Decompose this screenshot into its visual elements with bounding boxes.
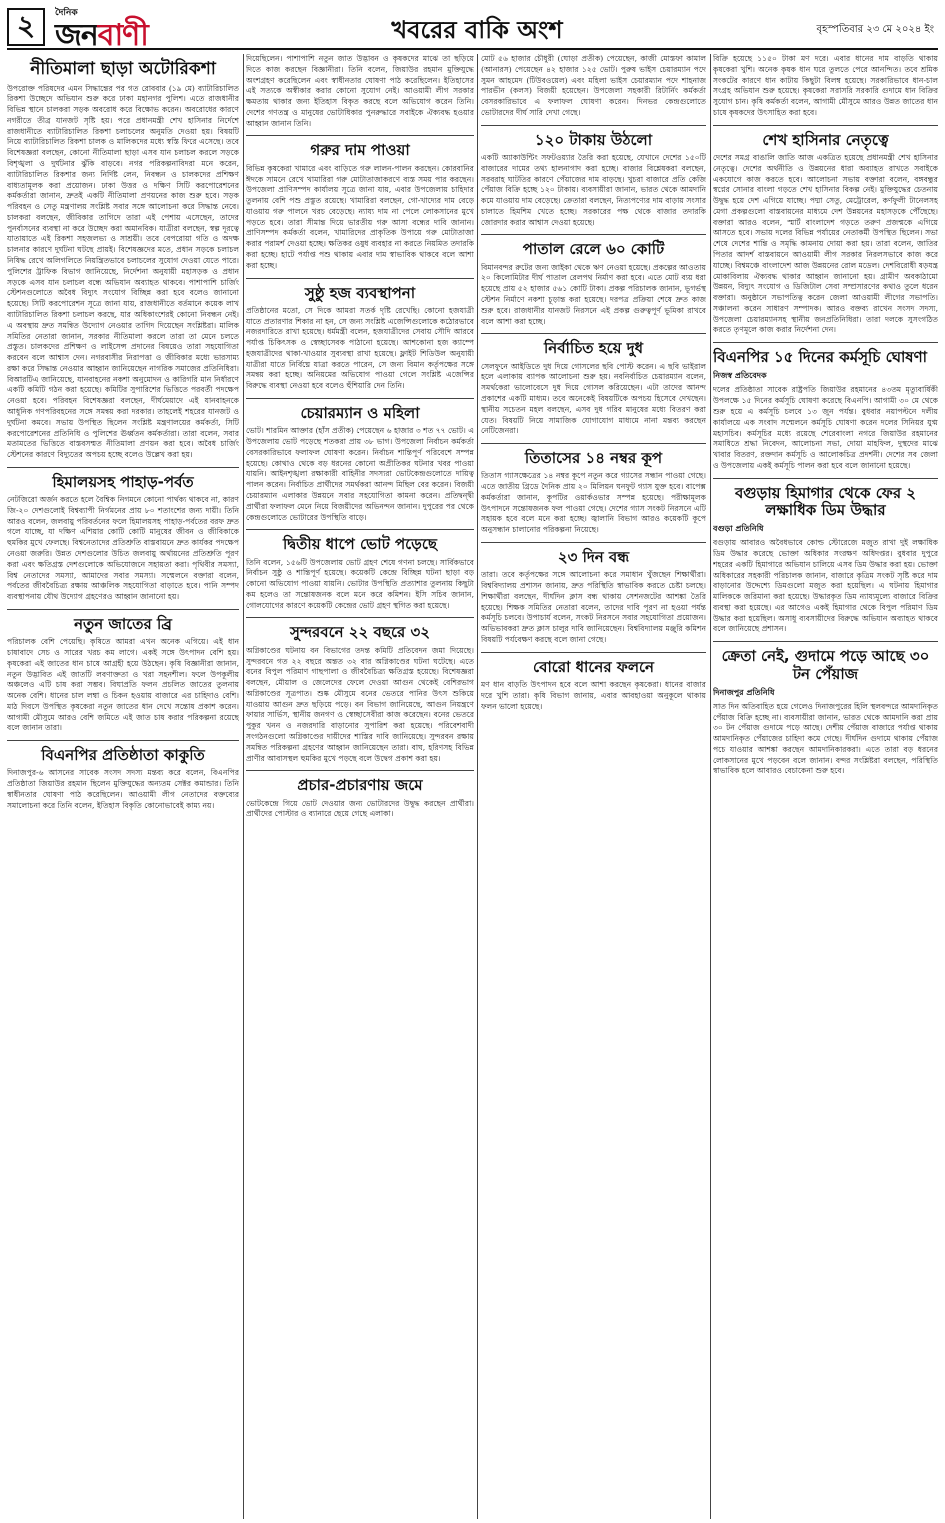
logo-part-1: জন [55,18,98,53]
columns-area [7,54,938,1519]
news-story [7,474,239,603]
story-byline: দিনাজপুর প্রতিনিধি [713,687,775,697]
story-headline: নতুন জাতের ব্রি [74,614,172,633]
story-headline: দ্বিতীয় ধাপে ভোট পড়েছে [282,535,438,554]
story-body: বিক্রি হয়েছে ১১৫০ টাকা মণ দরে। এবার ধানের দাম বাড়তি থাকায় কৃষকেরা খুশি। অনেক কৃষক ধান ঘরে তুলতে পেরে আনন্দিত। তবে শ্রমিক সংকটের কারণে ধান কাটায় কিছুটা বিলম্ব হয়েছে। সরকারিভাবে ধান-চাল সংগ্রহ অভিযান শুরু হয়েছে। কৃষকেরা সরাসরি সরকারি গুদামে ধান বিক্রির সুযোগ চান। কৃষি কর্মকর্তা বলেন, আগামী মৌসুমে আরও উন্নত জাতের ধান চাষে কৃষকদের উৎসাহিত করা হবে। [713,54,938,117]
page-number: ২ [7,8,45,46]
story-body: ভোট। শারমিন আক্তার (হাঁস প্রতীক) পেয়েছেন ৬ হাজার ৩ শত ৭৭ ভোট। এ উপজেলায় ভোট পড়েছে শতকরা প্রায় ৩৮ ভাগ। উপজেলা নির্বাচন কর্মকর্তা বেসরকারিভাবে ফলাফল ঘোষণা করেন। নির্বাচন শান্তিপূর্ণ পরিবেশে সম্পন্ন হয়েছে। কোথাও থেকে বড় ধরনের কোনো অপ্রীতিকর ঘটনার খবর পাওয়া যায়নি। আইনশৃঙ্খলা রক্ষাকারী বাহিনীর সদস্যরা ভোটকেন্দ্রগুলোতে দায়িত্ব পালন করেন। নির্বাচিত প্রার্থীদের সমর্থকরা আনন্দ মিছিল বের করেন। বিজয়ী চেয়ারম্যান এলাকার উন্নয়নে সবার সহযোগিতা কামনা করেন। প্রতিদ্বন্দ্বী প্রার্থীরা ফলাফল মেনে নিয়ে বিজয়ীদের অভিনন্দন জানান। দুপুরের পর থেকে কেন্দ্রগুলোতে ভোটারের উপস্থিতি বাড়ে। [246,426,474,522]
news-story [246,624,474,764]
story-headline: বিএনপির ১৫ দিনের কর্মসূচি ঘোষণা [713,348,927,367]
column-3 [481,54,706,1519]
news-story [481,54,706,119]
story-headline: বিএনপির প্রতিষ্ঠাতা কাকুতি [41,746,205,765]
column-divider [477,54,478,1519]
story-divider [713,342,938,343]
story-divider [713,478,938,479]
story-divider [246,529,474,530]
news-story [713,132,938,337]
story-body: বিমানবন্দর রুটের জন্য জাইকা থেকে ঋণ নেওয়া হয়েছে। প্রকল্পের আওতায় ২০ কিলোমিটার দীর্ঘ পাতাল রেলপথ নির্মাণ করা হবে। এতে মোট ব্যয় ধরা হয়েছে প্রায় ৫২ হাজার ৫৬১ কোটি টাকা। প্রকল্প পরিচালক জানান, ভূগর্ভস্থ স্টেশন নির্মাণে নকশা চূড়ান্ত করা হয়েছে। দরপত্র প্রক্রিয়া শেষে দ্রুত কাজ শুরু হবে। রাজধানীর যানজট নিরসনে এই প্রকল্প গুরুত্বপূর্ণ ভূমিকা রাখবে বলে আশা করা হচ্ছে। [481,262,706,326]
column-1 [7,54,239,1519]
story-byline: নিজস্ব প্রতিবেদক [713,371,767,381]
story-body: বগুড়ায় আবারও অবৈধভাবে কোল্ড স্টোরেজে মজুত রাখা দুই লক্ষাধিক ডিম উদ্ধার করেছে ভোক্তা অধিকার সংরক্ষণ অধিদপ্তর। বুধবার দুপুরে শহরের একটি হিমাগারে অভিযান চালিয়ে এসব ডিম উদ্ধার করা হয়। ভোক্তা অধিকারের সহকারী পরিচালক জানান, বাজারে কৃত্রিম সংকট সৃষ্টি করে দাম বাড়ানোর উদ্দেশ্যে ডিমগুলো মজুত করা হয়েছিল। এ ঘটনায় হিমাগার মালিককে জরিমানা করা হয়েছে। উদ্ধারকৃত ডিম ন্যায্যমূল্যে বাজারে বিক্রির ব্যবস্থা করা হয়েছে। এর আগেও একই হিমাগার থেকে বিপুল পরিমাণ ডিম উদ্ধার করা হয়েছিল। অসাধু ব্যবসায়ীদের বিরুদ্ধে অভিযান অব্যাহত থাকবে বলে জানিয়েছে প্রশাসন। [713,538,938,634]
story-divider [246,135,474,136]
news-story [481,340,706,437]
news-story [246,536,474,611]
column-divider [710,54,711,1519]
story-headline: প্রচার-প্রচারণায় জমে [297,776,423,795]
news-story [246,142,474,271]
story-divider [481,652,706,653]
story-body: মণ ধান বাড়তি উৎপাদন হবে বলে আশা করছেন কৃষকেরা। ধানের বাজার দরে খুশি তারা। কৃষি বিভাগ জানায়, এবার আবহাওয়া অনুকূলে থাকায় ফলন ভালো হয়েছে। [481,679,706,711]
story-body: মোট ৫৬ হাজার চৌধুরী (ঘোড়া প্রতীক) পেয়েছেন, কাজী মোস্তফা কামাল (আনারস) পেয়েছেন ৪২ হাজার ১২৫ ভোট। পুরুষ ভাইস চেয়ারম্যান পদে সুমন আহমেদ (টিউবওয়েল) এবং মহিলা ভাইস চেয়ারম্যান পদে শাহনাজ পারভীন (কলস) বিজয়ী হয়েছেন। উপজেলা সহকারী রিটার্নিং কর্মকর্তা বেসরকারিভাবে এ ফলাফল ঘোষণা করেন। দিনভর কেন্দ্রগুলোতে ভোটারদের দীর্ঘ সারি দেখা গেছে। [481,54,706,117]
story-body: দেশের সমগ্র বাঙালি জাতি আজ একত্রিত হয়েছে প্রধানমন্ত্রী শেখ হাসিনার নেতৃত্বে। দেশের অর্থনীতি ও উন্নয়নের ধারা অব্যাহত রাখতে সবাইকে একযোগে কাজ করতে হবে। আলোচনা সভায় বক্তারা বলেন, বঙ্গবন্ধুর স্বপ্নের সোনার বাংলা গড়তে শেখ হাসিনার বিকল্প নেই। মুক্তিযুদ্ধের চেতনায় উদ্বুদ্ধ হয়ে দেশ এগিয়ে যাচ্ছে। পদ্মা সেতু, মেট্রোরেল, কর্ণফুলী টানেলসহ মেগা প্রকল্পগুলো বাস্তবায়নের মাধ্যমে দেশ উন্নয়নের মহাসড়কে পৌঁছেছে। বক্তারা আরও বলেন, স্মার্ট বাংলাদেশ গড়তে তরুণ প্রজন্মকে এগিয়ে আসতে হবে। সভায় দলের বিভিন্ন পর্যায়ের নেতাকর্মী উপস্থিত ছিলেন। সভা শেষে দেশের শান্তি ও সমৃদ্ধি কামনায় দোয়া করা হয়। তারা বলেন, জাতির পিতার আদর্শ বাস্তবায়নে আওয়ামী লীগ সরকার নিরলসভাবে কাজ করে যাচ্ছে। বিশ্বমঞ্চে বাংলাদেশ আজ উন্নয়নের রোল মডেল। দেশবিরোধী ষড়যন্ত্র মোকাবিলায় ঐক্যবদ্ধ থাকার আহ্বান জানানো হয়। গ্রামীণ অবকাঠামো উন্নয়ন, বিদ্যুৎ সংযোগ ও ডিজিটাল সেবা সম্প্রসারণের কথাও তুলে ধরেন বক্তারা। অনুষ্ঠানে সভাপতিত্ব করেন জেলা আওয়ামী লীগের সভাপতি। সঞ্চালনা করেন সাধারণ সম্পাদক। আরও বক্তব্য রাখেন সংসদ সদস্য, উপজেলা চেয়ারম্যানসহ স্থানীয় জনপ্রতিনিধিরা। তারা দলকে সুসংগঠিত করতে তৃণমূলে কাজ করার নির্দেশনা দেন। [713,152,938,335]
story-divider [246,398,474,399]
story-headline: ২৩ দিন বন্ধ [557,548,630,566]
story-divider [481,542,706,543]
section-title: খবরের বাকি অংশ [391,16,563,44]
logo-part-2: বাণী [97,18,148,53]
story-divider [7,467,239,468]
news-story [713,485,938,636]
story-headline: সুন্দরবনে ২২ বছরে ৩২ [290,623,430,642]
story-body: দিনাজপুর-৬ আসনের সাবেক সংসদ সদস্য মন্তব্য করে বলেন, বিএনপির প্রতিষ্ঠাতা জিয়াউর রহমান ছিলেন মুক্তিযুদ্ধের অন্যতম সেক্টর কমান্ডার। তিনি স্বাধীনতার ঘোষণা পাঠ করেছিলেন। আওয়ামী লীগ নেতাদের বক্তব্যের সমালোচনা করে তিনি বলেন, ইতিহাস বিকৃতি কোনোভাবেই কাম্য নয়। [7,768,239,810]
story-body: পরিচালক বেশি পেয়েছি। কৃষিতে আমরা এখন অনেক এগিয়ে। এই ধান চাষাবাদে সেচ ও সারের খরচ কম লাগে। একই সঙ্গে উৎপাদন বেশি হয়। কৃষকেরা এই জাতের ধান চাষে আগ্রহী হয়ে উঠছেন। কৃষি বিজ্ঞানীরা জানান, নতুন উদ্ভাবিত এই জাতটি লবণাক্ততা ও খরা সহনশীল। ফলে উপকূলীয় অঞ্চলেও এটি চাষ করা সম্ভব। বিঘাপ্রতি ফলন প্রচলিত জাতের তুলনায় অনেক বেশি। ধানের চাল লম্বা ও চিকন হওয়ায় বাজারে এর চাহিদাও বেশি। মাঠ দিবসে উপস্থিত কৃষকেরা নতুন জাতের ধান দেখে সন্তোষ প্রকাশ করেন। আগামী মৌসুমে আরও বেশি জমিতে এই জাত চাষ করার পরিকল্পনা রয়েছে বলে জানান তারা। [7,637,239,733]
story-headline: নির্বাচিত হয়ে দুধ [543,339,644,358]
story-headline: হিমালয়সহ পাহাড়-পর্বত [52,472,194,491]
logo-prefix: দৈনিক [55,8,78,18]
story-divider [7,740,239,741]
news-story [246,405,474,523]
story-body: বিভিন্ন কৃষকেরা খামারে এবং বাড়িতে গরু লালন-পালন করছেন। কোরবানির ঈদকে সামনে রেখে খামারিরা গরু মোটাতাজাকরণে ব্যস্ত সময় পার করছেন। উপজেলা প্রাণিসম্পদ কার্যালয় সূত্রে জানা যায়, এবার উপজেলায় চাহিদার তুলনায় বেশি পশু প্রস্তুত রয়েছে। খামারিরা বলছেন, গো-খাদ্যের দাম বেড়ে যাওয়ায় গরু পালনে খরচ বেড়েছে। ন্যায্য দাম না পেলে লোকসানের মুখে পড়তে হবে। তারা সীমান্ত দিয়ে ভারতীয় গরু আসা বন্ধের দাবি জানান। প্রাণিসম্পদ কর্মকর্তা বলেন, খামারিদের প্রাকৃতিক উপায়ে গরু মোটাতাজা করার পরামর্শ দেওয়া হচ্ছে। ক্ষতিকর ওষুধ ব্যবহার না করতে নিয়মিত তদারকি করা হচ্ছে। হাটে পর্যাপ্ত পশু থাকায় এবার দাম স্বাভাবিক থাকবে বলে আশা করা হচ্ছে। [246,163,474,270]
story-divider [481,234,706,235]
story-divider [246,278,474,279]
story-body: সেলফুনে আইডিতে দুধ দিয়ে গোসলের ছবি পোস্ট করেন। এ ছবি ভাইরাল হলে এলাকায় ব্যাপক আলোচনা শুরু হয়। নবনির্বাচিত চেয়ারম্যান বলেন, সমর্থকেরা ভালোবেসে দুধ দিয়ে গোসল করিয়েছেন। এটা তাদের আনন্দ প্রকাশের একটি মাধ্যম। তবে অনেকেই বিষয়টিকে অপচয় হিসেবে দেখছেন। স্থানীয় সচেতন মহল বলছেন, এসব দুধ গরিব মানুষের মধ্যে বিতরণ করা যেত। বিষয়টি নিয়ে সামাজিক যোগাযোগ মাধ্যমে নানা মন্তব্য করছেন নেটিজেনরা। [481,361,706,436]
story-body: প্রতিষ্ঠানের মতো, সে দিকে আমরা সতর্ক দৃষ্টি রেখেছি। কোনো হজযাত্রী যাতে প্রতারণার শিকার না হন, সে জন্য সংশ্লিষ্ট এজেন্সিগুলোকে কঠোরভাবে নজরদারিতে রাখা হয়েছে। ধর্মমন্ত্রী বলেন, হজযাত্রীদের সেবায় সৌদি আরবে পর্যাপ্ত চিকিৎসক ও স্বেচ্ছাসেবক পাঠানো হয়েছে। আশকোনা হজ ক্যাম্পে হজযাত্রীদের থাকা-খাওয়ার সুব্যবস্থা রাখা হয়েছে। ফ্লাইট শিডিউল অনুযায়ী যাত্রীরা যাতে নির্বিঘ্নে যাত্রা করতে পারেন, সে জন্য বিমান কর্তৃপক্ষের সঙ্গে সমন্বয় করা হচ্ছে। অনিয়মের অভিযোগ পাওয়া গেলে সংশ্লিষ্ট এজেন্সির বিরুদ্ধে ব্যবস্থা নেওয়া হবে বলেও হুঁশিয়ারি দেন তিনি। [246,305,474,391]
story-body: তারা। তবে কর্তৃপক্ষের সঙ্গে আলোচনা করে সমাধান খুঁজছেন শিক্ষার্থীরা। বিশ্ববিদ্যালয় প্রশাসন জানায়, দ্রুত পরিস্থিতি স্বাভাবিক করতে চেষ্টা চলছে। শিক্ষার্থীরা বলছেন, দীর্ঘদিন ক্লাস বন্ধ থাকায় সেশনজটের আশঙ্কা তৈরি হয়েছে। শিক্ষক সমিতির নেতারা বলেন, তাদের দাবি পূরণ না হওয়া পর্যন্ত কর্মসূচি চলবে। উপাচার্য বলেন, সংকট নিরসনে সবার সহযোগিতা প্রয়োজন। অভিভাবকরা দ্রুত ক্লাস চালুর দাবি জানিয়েছেন। বিশ্ববিদ্যালয় মঞ্জুরি কমিশন বিষয়টি পর্যবেক্ষণ করছে বলে জানা গেছে। [481,570,706,644]
news-story [7,747,239,811]
news-story [481,549,706,646]
news-story [481,241,706,327]
news-story [246,777,474,820]
story-headline: বোরো ধানের ফলনে [533,657,654,676]
story-divider [713,641,938,642]
story-headline: শেখ হাসিনার নেতৃত্বে [762,130,889,149]
column-divider [243,54,244,1519]
column-2 [246,54,474,1519]
story-body: তিনি বলেন, ১৫৬টি উপজেলায় ভোট গ্রহণ শেষে গণনা চলছে। সার্বিকভাবে নির্বাচন সুষ্ঠু ও শান্তিপূর্ণ হয়েছে। কয়েকটি কেন্দ্রে বিচ্ছিন্ন ঘটনা ছাড়া বড় কোনো অভিযোগ পাওয়া যায়নি। ভোটার উপস্থিতি প্রত্যাশার তুলনায় কিছুটা কম হলেও তা সন্তোষজনক বলে মনে করে কমিশন। ইসি সচিব জানান, গোলযোগের কারণে কয়েকটি কেন্দ্রের ভোট গ্রহণ স্থগিত করা হয়েছে। [246,557,474,610]
story-headline: ১২০ টাকায় উঠলো [534,130,653,149]
story-headline: চেয়ারম্যান ও মহিলা [300,404,420,423]
story-divider [481,125,706,126]
story-headline: তিতাসের ১৪ নম্বর কূপ [524,449,663,468]
story-headline: সুষ্ঠু হজ ব্যবস্থাপনা [304,283,416,302]
story-byline: বগুড়া প্রতিনিধি [713,524,764,534]
column-4 [713,54,938,1519]
story-divider [7,609,239,610]
story-divider [246,770,474,771]
news-story [713,648,938,777]
story-divider [246,617,474,618]
story-body: তিতাস গ্যাসক্ষেত্রের ১৪ নম্বর কূপে নতুন করে গ্যাসের সন্ধান পাওয়া গেছে। এতে জাতীয় গ্রিডে দৈনিক প্রায় ২০ মিলিয়ন ঘনফুট গ্যাস যুক্ত হবে। বাপেক্স কর্মকর্তারা জানান, কূপটির ওয়ার্কওভার সম্পন্ন হয়েছে। পরীক্ষামূলক উৎপাদনে সন্তোষজনক ফল পাওয়া গেছে। দেশের গ্যাস সংকট নিরসনে এটি সহায়ক হবে বলে মনে করা হচ্ছে। জ্বালানি বিভাগ আরও কয়েকটি কূপে অনুসন্ধান চালানোর পরিকল্পনা নিয়েছে। [481,471,706,535]
story-body: উপরোক্ত পরিষদের এমন সিদ্ধান্তের পর গত রোববার (১৯ মে) ব্যাটারিচালিত রিকশা উচ্ছেদে অভিযান শুরু করে ঢাকা মহানগর পুলিশ। এতে রাজধানীর বিভিন্ন স্থানে চালকরা সড়ক অবরোধ করে বিক্ষোভ করেন। অবরোধের কারণে নগরীতে তীব্র যানজট সৃষ্টি হয়। পরে প্রধানমন্ত্রী শেখ হাসিনার নির্দেশে রাজধানীতে ব্যাটারিচালিত রিকশা চলাচলের অনুমতি দেওয়া হয়। বিষয়টি নিয়ে ব্যাটারিচালিত রিকশা চালক ও মালিকদের মধ্যে স্বস্তি ফিরে এসেছে। তবে বিশেষজ্ঞরা বলছেন, কোনো নীতিমালা ছাড়া এসব যান চলাচল করলে সড়কে বিশৃঙ্খলা ও দুর্ঘটনার ঝুঁকি বাড়বে। নগর পরিকল্পনাবিদরা মনে করেন, ব্যাটারিচালিত রিকশার জন্য নির্দিষ্ট লেন, নিবন্ধন ও চালকদের প্রশিক্ষণ বাধ্যতামূলক করা প্রয়োজন। ঢাকা উত্তর ও দক্ষিণ সিটি করপোরেশনের কর্মকর্তারা জানান, দ্রুতই একটি নীতিমালা প্রণয়নের কাজ শুরু হবে। সড়ক পরিবহন ও সেতু মন্ত্রণালয় সংশ্লিষ্ট সবার সঙ্গে আলোচনা করে সিদ্ধান্ত নেবে। চালকরা বলছেন, জীবিকার তাগিদে তারা এই পেশায় এসেছেন, তাদের পুনর্বাসনের ব্যবস্থা না করে উচ্ছেদ করা অমানবিক। যাত্রীরা বলছেন, স্বল্প দূরত্বে যাতায়াতে এই রিকশা সহজলভ্য ও সাশ্রয়ী। তবে বেপরোয়া গতি ও অদক্ষ চালনার কারণে দুর্ঘটনা ঘটছে প্রায়ই। বিশেষজ্ঞদের মতে, প্রধান সড়কে চলাচল নিষিদ্ধ রেখে অলিগলিতে নিয়ন্ত্রিতভাবে চলাচলের সুযোগ দেওয়া যেতে পারে। পুলিশের ট্রাফিক বিভাগ জানিয়েছে, নির্দেশনা অনুযায়ী মহাসড়ক ও প্রধান সড়কে এসব যান চলাচল বন্ধে অভিযান অব্যাহত থাকবে। পাশাপাশি চার্জিং স্টেশনগুলোতে অবৈধ বিদ্যুৎ সংযোগ বিচ্ছিন্ন করা হবে বলেও জানানো হয়েছে। সিটি করপোরেশন সূত্রে জানা যায়, রাজধানীতে বর্তমানে কয়েক লাখ ব্যাটারিচালিত রিকশা চলাচল করছে, যার অধিকাংশেরই কোনো নিবন্ধন নেই। এ অবস্থায় দ্রুত সমন্বিত উদ্যোগ নেওয়ার তাগিদ দিয়েছেন সংশ্লিষ্টরা। মালিক সমিতির নেতারা জানান, সরকার নীতিমালা করলে তারা তা মেনে চলতে প্রস্তুত। চালকদের প্রশিক্ষণ ও লাইসেন্স প্রদানের বিষয়েও তারা সহযোগিতা করবেন বলে আশ্বাস দেন। নগরবাসীর নিরাপত্তা ও জীবিকার মধ্যে ভারসাম্য রক্ষা করে সিদ্ধান্ত নেওয়ার আহ্বান জানিয়েছেন নাগরিক সমাজের প্রতিনিধিরা। বিআরটিএ জানিয়েছে, যানবাহনের নকশা অনুমোদন ও কারিগরি মান নির্ধারণে একটি কমিটি গঠন করা হয়েছে। কমিটির সুপারিশের ভিত্তিতে পরবর্তী পদক্ষেপ নেওয়া হবে। পরিবহন বিশেষজ্ঞরা বলছেন, দীর্ঘমেয়াদে এই যানবাহনকে আধুনিক গণপরিবহনের সঙ্গে সমন্বয় করা দরকার। তাহলেই শহরের যানজট ও দুর্ঘটনা কমবে। সভায় উপস্থিত ছিলেন সংশ্লিষ্ট মন্ত্রণালয়ের কর্মকর্তা, সিটি করপোরেশনের প্রতিনিধি ও পুলিশের ঊর্ধ্বতন কর্মকর্তারা। তারা বলেন, সবার মতামতের ভিত্তিতে বাস্তবসম্মত নীতিমালা প্রণয়ন করা হবে। অবৈধ চার্জিং স্টেশনের কারণে বিদ্যুতের অপচয় হচ্ছে বলেও উল্লেখ করা হয়। [7,83,239,460]
story-divider [713,125,938,126]
story-body: দিয়েছিলেন। পাশাপাশি নতুন জাত উদ্ভাবন ও কৃষকদের মাঝে তা ছড়িয়ে দিতে কাজ করছেন বিজ্ঞানীরা। তিনি বলেন, জিয়াউর রহমান মুক্তিযুদ্ধে অংশগ্রহণ করেছিলেন এবং স্বাধীনতার ঘোষণা পাঠ করেছিলেন। ইতিহাসের এই সত্যকে অস্বীকার করার কোনো সুযোগ নেই। আওয়ামী লীগ সরকার ক্ষমতায় থাকার জন্য ইতিহাস বিকৃত করছে বলে অভিযোগ করেন তিনি। দেশের গণতন্ত্র ও মানুষের ভোটাধিকার পুনরুদ্ধারে সবাইকে ঐক্যবদ্ধ হওয়ার আহ্বান জানান তিনি। [246,54,474,128]
news-story [713,54,938,119]
news-story [481,132,706,229]
news-story [246,54,474,129]
story-headline: বগুড়ায় হিমাগার থেকে ফের ২ লক্ষাধিক ডিম উদ্ধার [734,483,917,519]
news-story [713,349,938,472]
newspaper-logo [55,7,245,53]
issue-date: বৃহস্পতিবার ২৩ মে ২০২৪ ইং [816,24,934,35]
news-story [7,60,239,461]
story-headline: পাতাল রেলে ৬০ কোটি [522,240,665,259]
story-divider [481,333,706,334]
story-headline: গরুর দাম পাওয়া [310,141,410,160]
story-headline: ক্রেতা নেই, গুদামে পড়ে আছে ৩০ টন পেঁয়াজ [721,647,930,683]
story-body: একটি অ্যাকাউন্টিং সফটওয়্যার তৈরি করা হয়েছে, যেখানে দেশের ১৫০টি বাজারের দামের তথ্য হালনাগাদ করা হচ্ছে। বাজার বিশ্লেষকরা বলছেন, সরবরাহ ঘাটতির কারণে পেঁয়াজের দাম বাড়ছে। খুচরা বাজারে প্রতি কেজি পেঁয়াজ বিক্রি হচ্ছে ১২০ টাকায়। ব্যবসায়ীরা জানান, ভারত থেকে আমদানি কমে যাওয়ায় দাম বেড়েছে। ক্রেতারা বলছেন, নিত্যপণ্যের দাম বাড়ায় সংসার চালাতে হিমশিম খেতে হচ্ছে। সরকারের পক্ষ থেকে বাজার তদারকি জোরদার করার আশ্বাস দেওয়া হয়েছে। [481,152,706,227]
news-story [481,450,706,536]
story-headline: নীতিমালা ছাড়া অটোরিকশা [30,59,216,79]
news-story [481,659,706,713]
story-body: অগ্নিকাণ্ডের ঘটনায় বন বিভাগের তদন্ত কমিটি প্রতিবেদন জমা দিয়েছে। সুন্দরবনে গত ২২ বছরে অন্তত ৩২ বার অগ্নিকাণ্ডের ঘটনা ঘটেছে। এতে বনের বিপুল পরিমাণ গাছপালা ও জীববৈচিত্র্য ক্ষতিগ্রস্ত হয়েছে। বিশেষজ্ঞরা বলছেন, মৌয়াল ও জেলেদের ফেলে দেওয়া আগুন থেকেই বেশিরভাগ অগ্নিকাণ্ডের সূত্রপাত। শুষ্ক মৌসুমে বনের ভেতরে পানির উৎস শুকিয়ে যাওয়ায় আগুন দ্রুত ছড়িয়ে পড়ে। বন বিভাগ জানিয়েছে, আগুন নিয়ন্ত্রণে ফায়ার সার্ভিস, স্থানীয় জনগণ ও স্বেচ্ছাসেবীরা কাজ করেছেন। বনের ভেতরে পুকুর খনন ও নজরদারি বাড়ানোর সুপারিশ করা হয়েছে। পরিবেশবাদী সংগঠনগুলো অগ্নিকাণ্ডের দায়ীদের শাস্তির দাবি জানিয়েছে। সুন্দরবন রক্ষায় সমন্বিত পরিকল্পনা গ্রহণের আহ্বান জানিয়েছেন তারা। বাঘ, হরিণসহ বিভিন্ন প্রাণীর আবাসস্থল হুমকির মুখে পড়ছে বলে উদ্বেগ প্রকাশ করা হয়। [246,645,474,763]
news-story [7,616,239,734]
masthead [7,6,938,53]
story-body: সাত দিন অতিবাহিত হয়ে গেলেও দিনাজপুরের হিলি স্থলবন্দরে আমদানিকৃত পেঁয়াজ বিক্রি হচ্ছে না। ব্যবসায়ীরা জানান, ভারত থেকে আমদানি করা প্রায় ৩০ টন পেঁয়াজ গুদামে পড়ে আছে। দেশীয় পেঁয়াজ বাজারে পর্যাপ্ত থাকায় আমদানিকৃত পেঁয়াজের চাহিদা কমে গেছে। দীর্ঘদিন গুদামে থাকায় পেঁয়াজ পচে যাওয়ার আশঙ্কা করছেন আমদানিকারকরা। এতে তারা বড় ধরনের লোকসানের মুখে পড়বেন বলে জানান। বন্দর সংশ্লিষ্টরা বলছেন, পরিস্থিতি স্বাভাবিক হলে আবারও বেচাকেনা শুরু হবে। [713,701,938,776]
story-body: দলের প্রতিষ্ঠাতা সাবেক রাষ্ট্রপতি জিয়াউর রহমানের ৪৩তম মৃত্যুবার্ষিকী উপলক্ষে ১৫ দিনের কর্মসূচি ঘোষণা করেছে বিএনপি। আগামী ৩০ মে থেকে শুরু হয়ে এ কর্মসূচি চলবে ১৩ জুন পর্যন্ত। বুধবার নয়াপল্টনে দলীয় কার্যালয়ে এক সংবাদ সম্মেলনে কর্মসূচি ঘোষণা করেন দলের সিনিয়র যুগ্ম মহাসচিব। কর্মসূচির মধ্যে রয়েছে শেরেবাংলা নগরে জিয়াউর রহমানের সমাধিতে শ্রদ্ধা নিবেদন, আলোচনা সভা, দোয়া মাহফিল, দুস্থদের মাঝে খাবার বিতরণ, রক্তদান কর্মসূচি ও আলোকচিত্র প্রদর্শনী। দেশের সব জেলা ও উপজেলায় একই কর্মসূচি পালন করা হবে বলে জানানো হয়েছে। [713,385,938,470]
story-body: ভোটকেন্দ্রে গিয়ে ভোট দেওয়ার জন্য ভোটারদের উদ্বুদ্ধ করছেন প্রার্থীরা। প্রার্থীদের পোস্টার ও ব্যানারে ছেয়ে গেছে এলাকা। [246,798,474,819]
story-divider [481,443,706,444]
news-story [246,285,474,393]
story-body: নেটজিরো অর্জন করতে হলে বৈশ্বিক নিগমনে কোনো পার্থক্য থাকবে না, কারণ জি-২০ দেশগুলোই বিশ্বব্যাপী নির্গমনের প্রায় ৮০ শতাংশের জন্য দায়ী। তিনি আরও বলেন, জলবায়ু পরিবর্তনের ফলে হিমালয়সহ পাহাড়-পর্বতের বরফ দ্রুত গলে যাচ্ছে, যা দক্ষিণ এশিয়ার কোটি কোটি মানুষের জীবন ও জীবিকাকে হুমকির মুখে ফেলছে। বিশ্বনেতাদের প্রতিশ্রুতি বাস্তবায়নে দ্রুত কার্যকর পদক্ষেপ নেওয়া জরুরি। উন্নত দেশগুলোর উচিত জলবায়ু অর্থায়নের প্রতিশ্রুতি পূরণ করা এবং ক্ষতিগ্রস্ত দেশগুলোকে অভিযোজনে সহায়তা করা। পৃথিবীর সমস্যা, বিশ্ব নেতাদের সমস্যা, আমাদের সবার সমস্যা। সম্মেলনে বক্তারা বলেন, পর্বতের জীববৈচিত্র্য রক্ষায় আঞ্চলিক সহযোগিতা বাড়াতে হবে। পানি সম্পদ ব্যবস্থাপনায় যৌথ উদ্যোগ গ্রহণেরও আহ্বান জানানো হয়। [7,495,239,602]
